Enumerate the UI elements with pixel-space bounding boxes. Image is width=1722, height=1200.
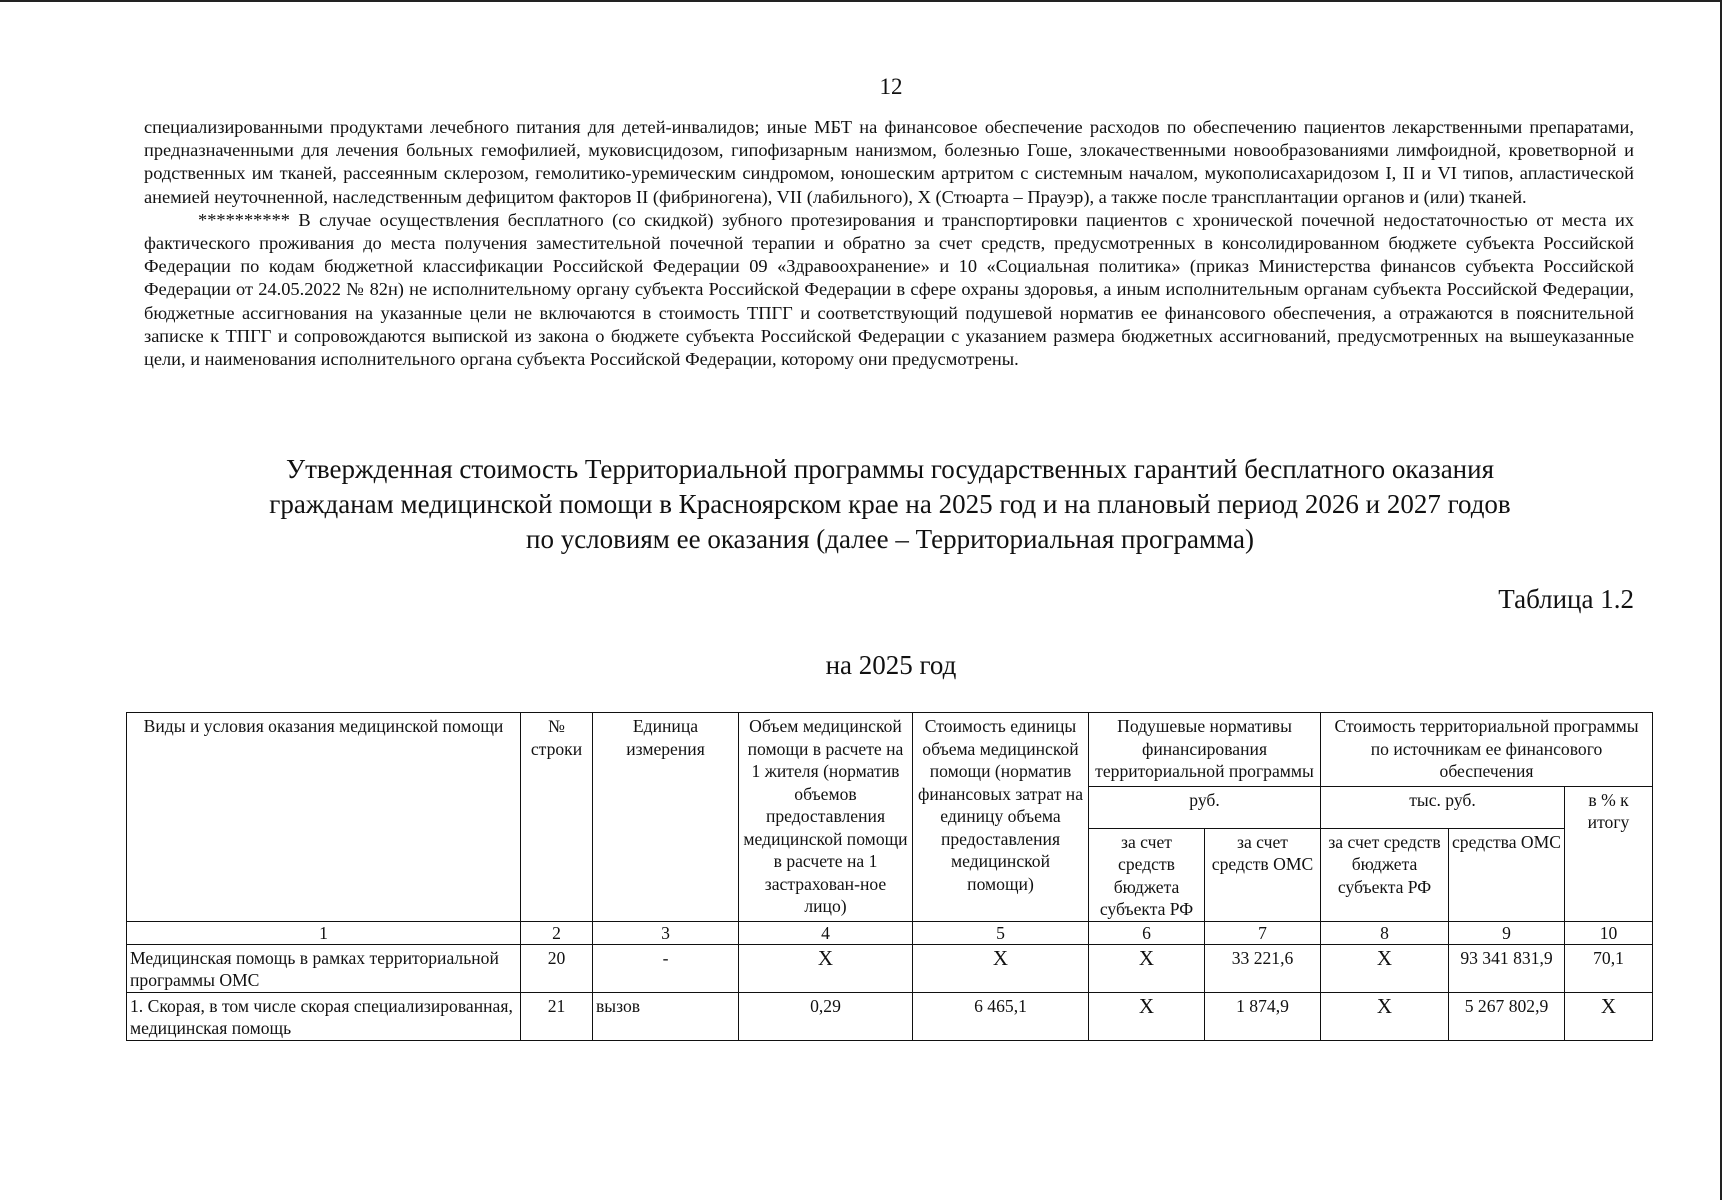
header-unit: Единица измерения <box>593 713 739 922</box>
cell-unit: - <box>593 944 739 992</box>
column-number: 10 <box>1565 921 1653 944</box>
cost-table <box>126 712 1653 1041</box>
table-caption: Таблица 1.2 <box>1498 584 1634 614</box>
heading-line-1: Утвержденная стоимость Территориальной программы государственных гарантий бесплатного оказания <box>285 454 1494 484</box>
cell-volume: 0,29 <box>739 992 913 1040</box>
column-number: 6 <box>1089 921 1205 944</box>
table-row <box>127 992 1653 1040</box>
header-per-capita-oms: за счет средств ОМС <box>1205 828 1321 921</box>
header-percent-total: в % к итогу <box>1565 786 1653 921</box>
column-number: 4 <box>739 921 913 944</box>
cell-unit-cost: 6 465,1 <box>913 992 1089 1040</box>
cell-row-number: 21 <box>521 992 593 1040</box>
cell-volume: X <box>739 944 913 992</box>
header-rub: руб. <box>1089 786 1321 828</box>
header-thousand-rub: тыс. руб. <box>1321 786 1565 828</box>
cell-kind: Медицинская помощь в рамках территориальной программы ОМС <box>127 944 521 992</box>
header-cost-budget: за счет средств бюджета субъекта РФ <box>1321 828 1449 921</box>
cell-kind: 1. Скорая, в том числе скорая специализированная, медицинская помощь <box>127 992 521 1040</box>
paragraph-continuation: специализированными продуктами лечебного питания для детей-инвалидов; иные МБТ на финансовое обеспечение расходов по обеспечению пациентов лекарственными препаратами, предназначенными для лечения больных гемофилией, муковисцидозом, гипофизарным нанизмом, болезнью Гоше, злокачественными новообразованиями лимфоидной, кроветворной и родственных им тканей, рассеянным склерозом, гемолитико-уремическим синдромом, юношеским артритом с системным началом, мукополисахаридозом I, II и VI типов, апластической анемией неуточненной, наследственным дефицитом факторов II (фибриногена), VII (лабильного), X (Стюарта – Прауэр), а также после трансплантации органов и (или) тканей. <box>144 117 1634 207</box>
header-row-number: № строки <box>521 713 593 922</box>
body-text <box>144 116 1634 371</box>
cell-percent: X <box>1565 992 1653 1040</box>
page-number: 12 <box>879 74 903 99</box>
cell-row-number: 20 <box>521 944 593 992</box>
cell-unit: вызов <box>593 992 739 1040</box>
heading-line-2: гражданам медицинской помощи в Красноярском крае на 2025 год и на плановый период 2026 и 2027 годов <box>269 489 1511 519</box>
year-caption: на 2025 год <box>825 650 957 680</box>
column-number: 8 <box>1321 921 1449 944</box>
header-unit-cost: Стоимость единицы объема медицинской помощи (норматив финансовых затрат на единицу объема предоставления медицинской помощи) <box>913 713 1089 922</box>
column-number: 9 <box>1449 921 1565 944</box>
cell-cost-oms: 5 267 802,9 <box>1449 992 1565 1040</box>
column-number: 7 <box>1205 921 1321 944</box>
header-program-cost: Стоимость территориальной программы по источникам ее финансового обеспечения <box>1321 713 1653 787</box>
column-number: 2 <box>521 921 593 944</box>
cell-per-capita-budget: X <box>1089 944 1205 992</box>
column-number: 3 <box>593 921 739 944</box>
heading-line-3: по условиям ее оказания (далее – Территориальная программа) <box>526 524 1254 554</box>
column-number: 5 <box>913 921 1089 944</box>
column-number: 1 <box>127 921 521 944</box>
cell-cost-budget: X <box>1321 992 1449 1040</box>
document-heading <box>150 452 1630 557</box>
header-volume: Объем медицинской помощи в расчете на 1 жителя (норматив объемов предоставления медицинской помощи в расчете на 1 застрахован-ное лицо) <box>739 713 913 922</box>
column-number-row <box>127 921 1653 944</box>
cell-per-capita-budget: X <box>1089 992 1205 1040</box>
page-top-edge <box>0 0 1722 2</box>
cell-cost-oms: 93 341 831,9 <box>1449 944 1565 992</box>
header-kinds: Виды и условия оказания медицинской помощи <box>127 713 521 922</box>
cell-percent: 70,1 <box>1565 944 1653 992</box>
table-header-row-1 <box>127 713 1653 787</box>
header-per-capita: Подушевые нормативы финансирования территориальной программы <box>1089 713 1321 787</box>
header-cost-oms: средства ОМС <box>1449 828 1565 921</box>
table-row <box>127 944 1653 992</box>
paragraph-footnote: ********** В случае осуществления бесплатного (со скидкой) зубного протезирования и транспортировки пациентов с хронической почечной недостаточностью от места их фактического проживания до места получения заместительной почечной терапии и обратно за счет средств, предусмотренных в консолидированном бюджете субъекта Российской Федерации по кодам бюджетной классификации Российской Федерации 09 «Здравоохранение» и 10 «Социальная политика» (приказ Министерства финансов субъекта Российской Федерации от 24.05.2022 № 82н) не исполнительному органу субъекта Российской Федерации в сфере охраны здоровья, а иным исполнительным органам субъекта Российской Федерации, бюджетные ассигнования на указанные цели не включаются в стоимость ТПГГ и соответствующий подушевой норматив ее финансового обеспечения, а отражаются в пояснительной записке к ТПГГ и сопровождаются выпиской из закона о бюджете субъекта Российской Федерации с указанием размера бюджетных ассигнований, предусмотренных на вышеуказанные цели, и наименования исполнительного органа субъекта Российской Федерации, которому они предусмотрены. <box>144 209 1634 370</box>
cell-cost-budget: X <box>1321 944 1449 992</box>
cell-per-capita-oms: 1 874,9 <box>1205 992 1321 1040</box>
header-per-capita-budget: за счет средств бюджета субъекта РФ <box>1089 828 1205 921</box>
cell-per-capita-oms: 33 221,6 <box>1205 944 1321 992</box>
cell-unit-cost: X <box>913 944 1089 992</box>
